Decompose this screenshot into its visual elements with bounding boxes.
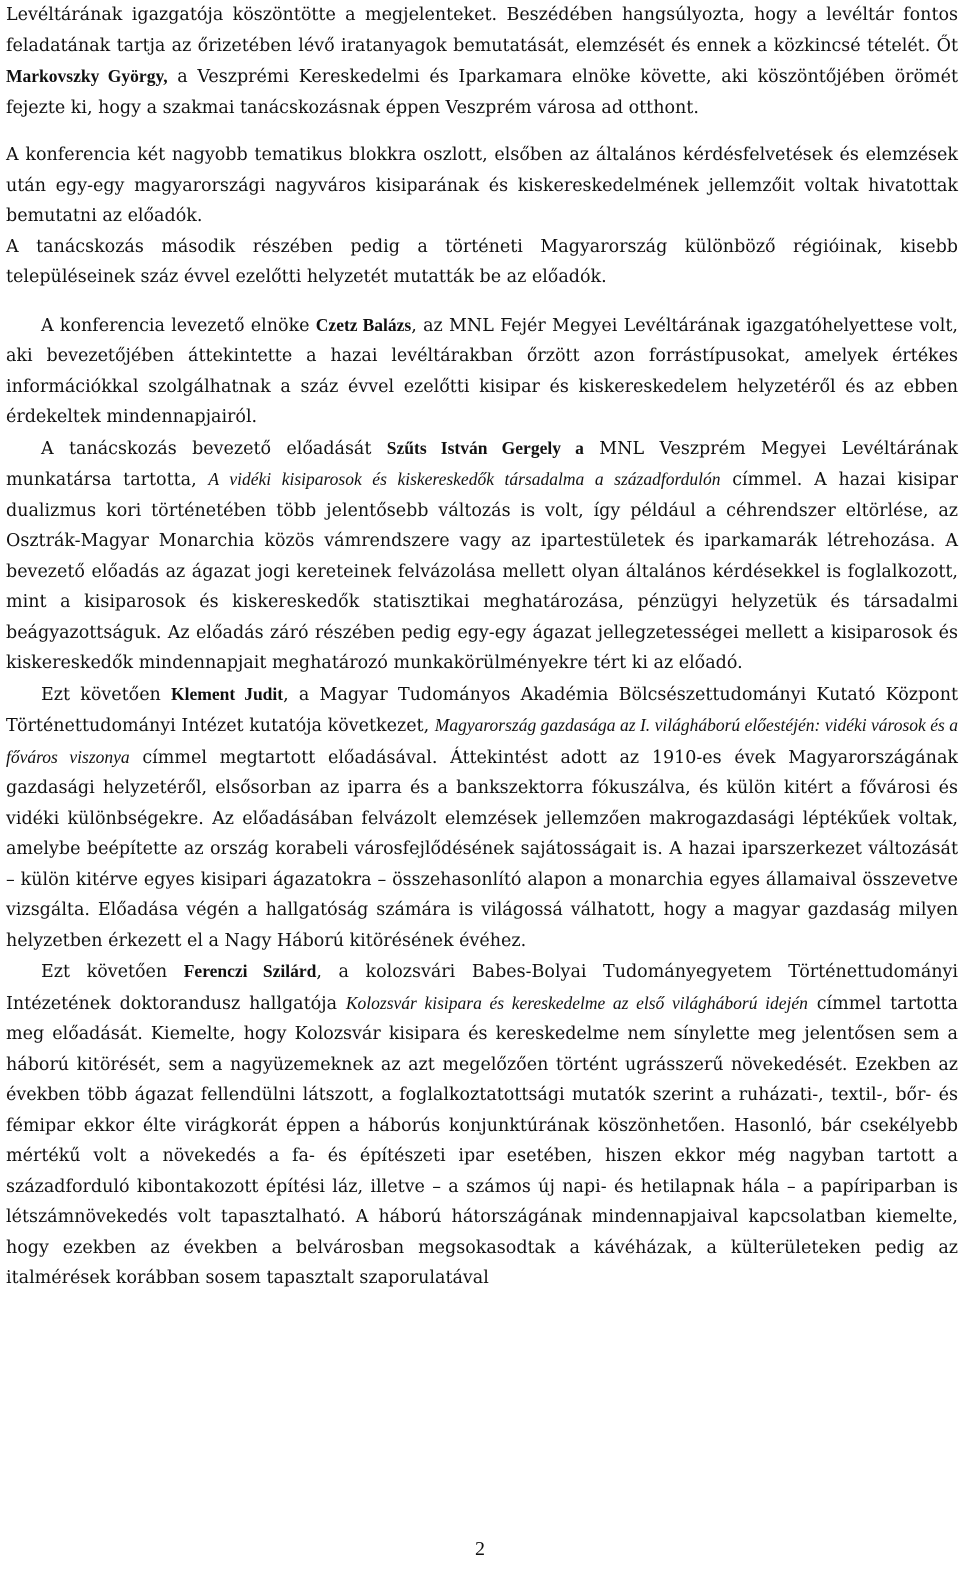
paragraph-text: , a Magyar Tudományos Akadémia Bölcsészettudományi Kutató Központ Történettudományi Intézet kutatója következet, bbox=[6, 684, 958, 736]
lecture-title: Magyarország gazdasága az I. világháború előestéjén: vidéki városok és a főváros viszonya bbox=[6, 715, 958, 767]
document-body bbox=[6, 0, 958, 1294]
lecture-title: A vidéki kisiparosok és kiskereskedők társadalma a századfordulón bbox=[208, 469, 721, 489]
paragraph bbox=[6, 232, 958, 293]
person-name: Ferenczi Szilárd bbox=[183, 961, 317, 981]
paragraph-text: , a kolozsvári Babes-Bolyai Tudományegyetem Történettudományi Intézetének doktorandusz hallgatója bbox=[6, 962, 959, 1014]
paragraph-text: A konferencia levezető elnöke bbox=[41, 315, 316, 336]
person-name: Czetz Balázs bbox=[315, 314, 412, 335]
person-name: Szűts István Gergely a bbox=[386, 437, 584, 458]
paragraph-gap bbox=[6, 123, 958, 140]
person-name: Klement Judit bbox=[171, 683, 284, 704]
paragraph-text: Ezt követően bbox=[41, 684, 172, 705]
paragraph-gap bbox=[6, 293, 958, 310]
paragraph-text: , az MNL Fejér Megyei Levéltárának igazgatóhelyettese volt, aki bevezetőjében áttekintette a hazai levéltárakban őrzött azon forrástípusokat, amelyek értékes információkkal szolgálhatnak a száz évvel ezelőtti kisipar és kiskereskedelem helyzetéről és az ebben érdekeltek mindennapjairól. bbox=[6, 315, 958, 427]
paragraph-text: címmel tartotta meg előadását. Kiemelte, hogy Kolozsvár kisipara és kereskedelme nem sínylette meg jelentősen sem a háború kitörését, sem a nagyüzemeknek az azt megelőzően történt ugrásszerű növekedését. Ezekben az években több ágazat fellendülni látszott, a foglalkoztatottsági mutatók szerint a ruházati-, textil-, bőr- és fémipar ekkor élte virágkorát éppen a háborús konjunktúrának köszönhetően. Hasonló, bár csekélyebb mértékű volt a növekedés a fa- és építészeti ipar esetében, hiszen ekkor még nagyban tartott a századforduló kibontakozott építési láz, illetve – a számos új napi- és hetilapnak hála – a papíriparban is létszámnövekedés volt tapasztalható. A háború hátországának mindennapjaival kapcsolatban kiemelte, hogy ezekben az években a belvárosban megsokasodtak a kávéházak, a külterületeken pedig az italmérések korábban sosem tapasztalt szaporulatával bbox=[6, 993, 958, 1288]
paragraph bbox=[6, 0, 958, 123]
paragraph-text: Levéltárának igazgatója köszöntötte a megjelenteket. Beszédében hangsúlyozta, hogy a levéltár fontos feladatának tartja az őrizetében lévő iratanyagok bemutatását, elemzését és ennek a közkincsé tételét. Őt bbox=[6, 5, 958, 56]
paragraph bbox=[6, 679, 958, 957]
paragraph bbox=[6, 140, 958, 232]
paragraph-text: címmel megtartott előadásával. Áttekintést adott az 1910-es évek Magyarországának gazdasági helyzetéről, elsősorban az iparra és a bankszektorra fókuszálva, és külön kitért a fővárosi és vidéki különbségekre. Az előadásában felvázolt elemzések jellemzően makrogazdasági léptékűek voltak, amelybe beépítette az ország korabeli városfejlődésének sajátosságait is. A hazai iparszerkezet változását – külön kitérve egyes kisipari ágazatokra – összehasonlító alapon a monarchia egyes államaival összevetve vizsgálta. Előadása végén a hallgatóság számára is világossá válhatott, hogy a magyar gazdaság milyen helyzetben érkezett el a Nagy Háború kitörésének évéhez. bbox=[6, 747, 958, 951]
page-number: 2 bbox=[475, 1538, 485, 1560]
person-name: Markovszky György, bbox=[6, 66, 168, 86]
paragraph-text: A tanácskozás bevezető előadását bbox=[41, 438, 387, 459]
paragraph bbox=[6, 956, 958, 1294]
paragraph-text: Ezt követően bbox=[41, 962, 184, 982]
paragraph bbox=[6, 310, 958, 433]
paragraph-text: MNL Veszprém Megyei Levéltárának munkatársa tartotta, bbox=[6, 438, 958, 490]
paragraph-text: a Veszprémi Kereskedelmi és Iparkamara elnöke követte, aki köszöntőjében örömét fejezte ki, hogy a szakmai tanácskozásnak éppen Veszprém városa ad otthont. bbox=[6, 67, 958, 118]
paragraph bbox=[6, 433, 958, 679]
lecture-title: Kolozsvár kisipara és kereskedelme az első világháború idején bbox=[345, 992, 808, 1013]
paragraph-text: címmel. A hazai kisipar dualizmus kori történetében több jelentősebb változás is volt, így például a céhrendszer eltörlése, az Osztrák-Magyar Monarchia közös vámrendszere vagy az ipartestületek és iparkamarák létrehozása. A bevezető előadás az ágazat jogi kereteinek felvázolása mellett olyan általános kérdésekkel is foglalkozott, mint a kisiparosok és kiskereskedők statisztikai meghatározása, pénzügyi helyzetük és társadalmi beágyazottságuk. Az előadás záró részében pedig egy-egy ágazat jellegzetességei mellett a kisiparosok és kiskereskedők mindennapjait meghatározó munkakörülményekre tért ki az előadó. bbox=[6, 470, 958, 673]
paragraph-text: A konferencia két nagyobb tematikus blokkra oszlott, elsőben az általános kérdésfelvetések és elemzések után egy-egy magyarországi nagyváros kisiparának és kiskereskedelmének jellemzőit voltak hivatottak bemutatni az előadók. bbox=[6, 145, 958, 226]
paragraph-text: A tanácskozás második részében pedig a történeti Magyarország különböző régióinak, kisebb településeinek száz évvel ezelőtti helyzetét mutatták be az előadók. bbox=[6, 236, 958, 287]
